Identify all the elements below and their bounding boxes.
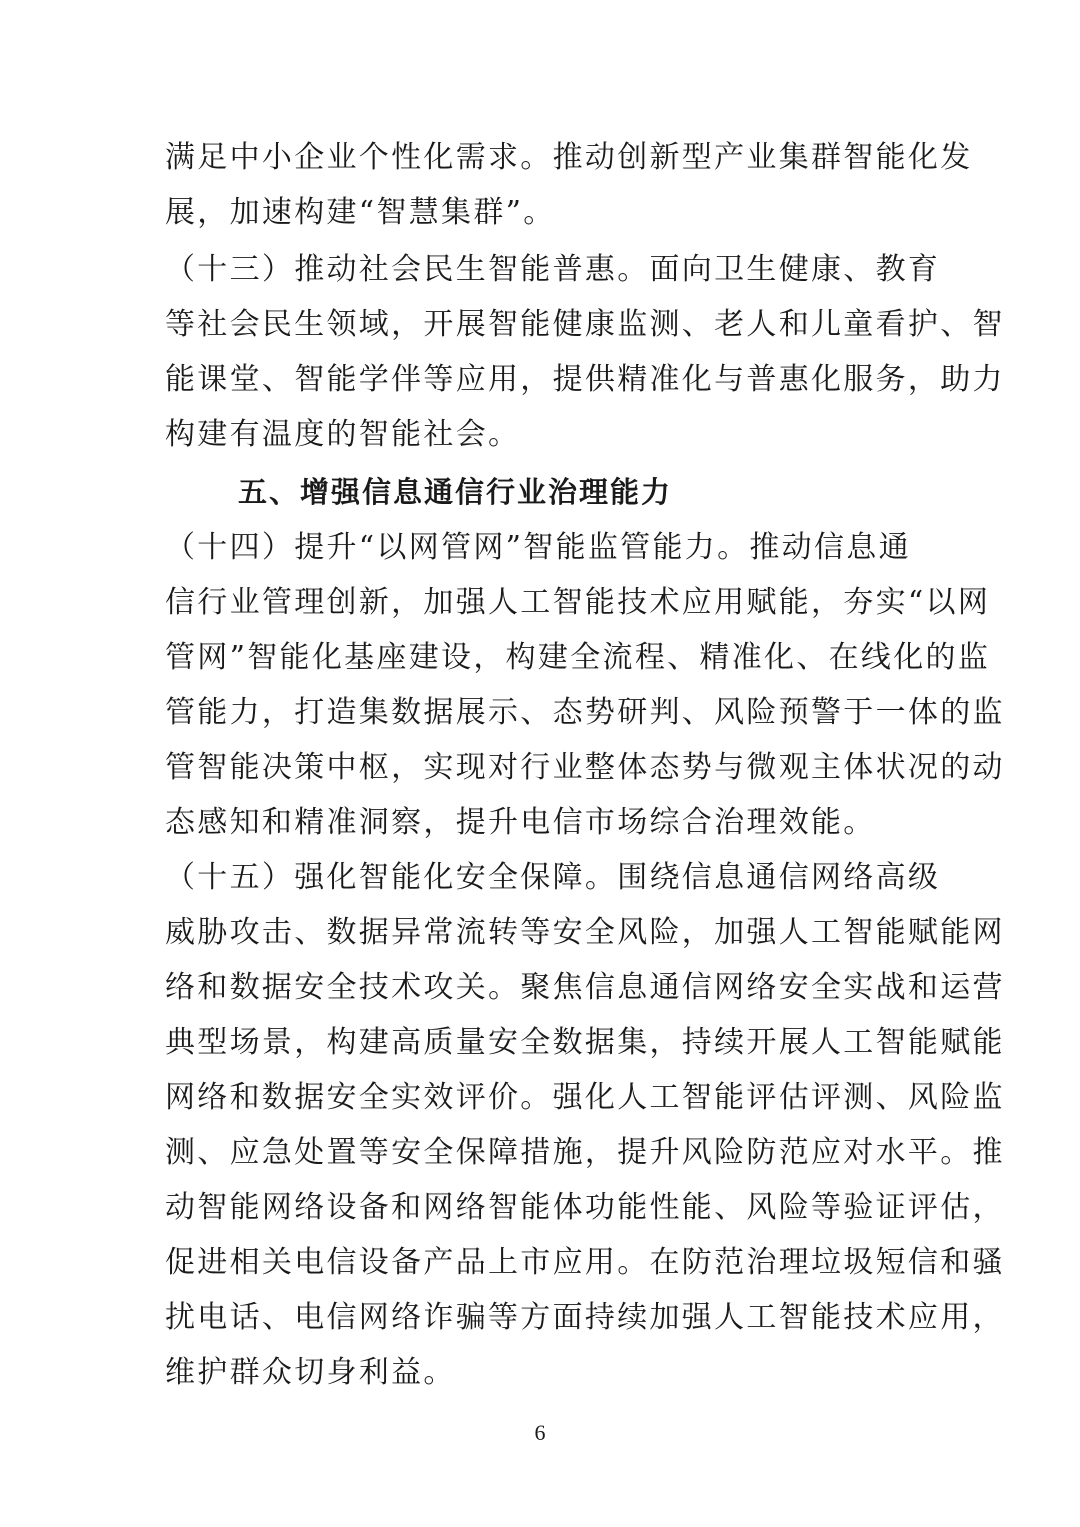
paragraph-15-line: 网络和数据安全实效评价。强化人工智能评估评测、风险监 (165, 1080, 1005, 1115)
paragraph-15-line: 扰电话、电信网络诈骗等方面持续加强人工智能技术应用， (165, 1300, 1005, 1335)
paragraph-14-line: （十四）提升“以网管网”智能监管能力。推动信息通 (165, 530, 911, 565)
paragraph-14-line: 管网”智能化基座建设，构建全流程、精准化、在线化的监 (165, 640, 991, 675)
section-heading: 五、增强信息通信行业治理能力 (238, 475, 673, 509)
paragraph-15-line: 典型场景，构建高质量安全数据集，持续开展人工智能赋能 (165, 1025, 1005, 1060)
paragraph-15-line: 测、应急处置等安全保障措施，提升风险防范应对水平。推 (165, 1135, 1005, 1170)
paragraph-13-line: 等社会民生领域，开展智能健康监测、老人和儿童看护、智 (165, 307, 1005, 342)
body-text-line: 展，加速构建“智慧集群”。 (165, 195, 556, 230)
paragraph-15-line: （十五）强化智能化安全保障。围绕信息通信网络高级 (165, 860, 941, 895)
body-text-line: 满足中小企业个性化需求。推动创新型产业集群智能化发 (165, 140, 973, 175)
paragraph-14-line: 管能力，打造集数据展示、态势研判、风险预警于一体的监 (165, 695, 1005, 730)
paragraph-14-line: 信行业管理创新，加强人工智能技术应用赋能，夯实“以网 (165, 585, 991, 620)
paragraph-15-line: 络和数据安全技术攻关。聚焦信息通信网络安全实战和运营 (165, 970, 1005, 1005)
paragraph-13-line: （十三）推动社会民生智能普惠。面向卫生健康、教育 (165, 252, 941, 287)
paragraph-15-line: 维护群众切身利益。 (165, 1355, 456, 1390)
page-number: 6 (534, 1420, 546, 1445)
paragraph-14-line: 态感知和精准洞察，提升电信市场综合治理效能。 (165, 805, 876, 840)
paragraph-13-line: 构建有温度的智能社会。 (165, 417, 521, 452)
paragraph-15-line: 促进相关电信设备产品上市应用。在防范治理垃圾短信和骚 (165, 1245, 1005, 1280)
paragraph-13-line: 能课堂、智能学伴等应用，提供精准化与普惠化服务，助力 (165, 362, 1005, 397)
paragraph-15-line: 威胁攻击、数据异常流转等安全风险，加强人工智能赋能网 (165, 915, 1005, 950)
paragraph-14-line: 管智能决策中枢，实现对行业整体态势与微观主体状况的动 (165, 750, 1005, 785)
paragraph-15-line: 动智能网络设备和网络智能体功能性能、风险等验证评估， (165, 1190, 1005, 1225)
